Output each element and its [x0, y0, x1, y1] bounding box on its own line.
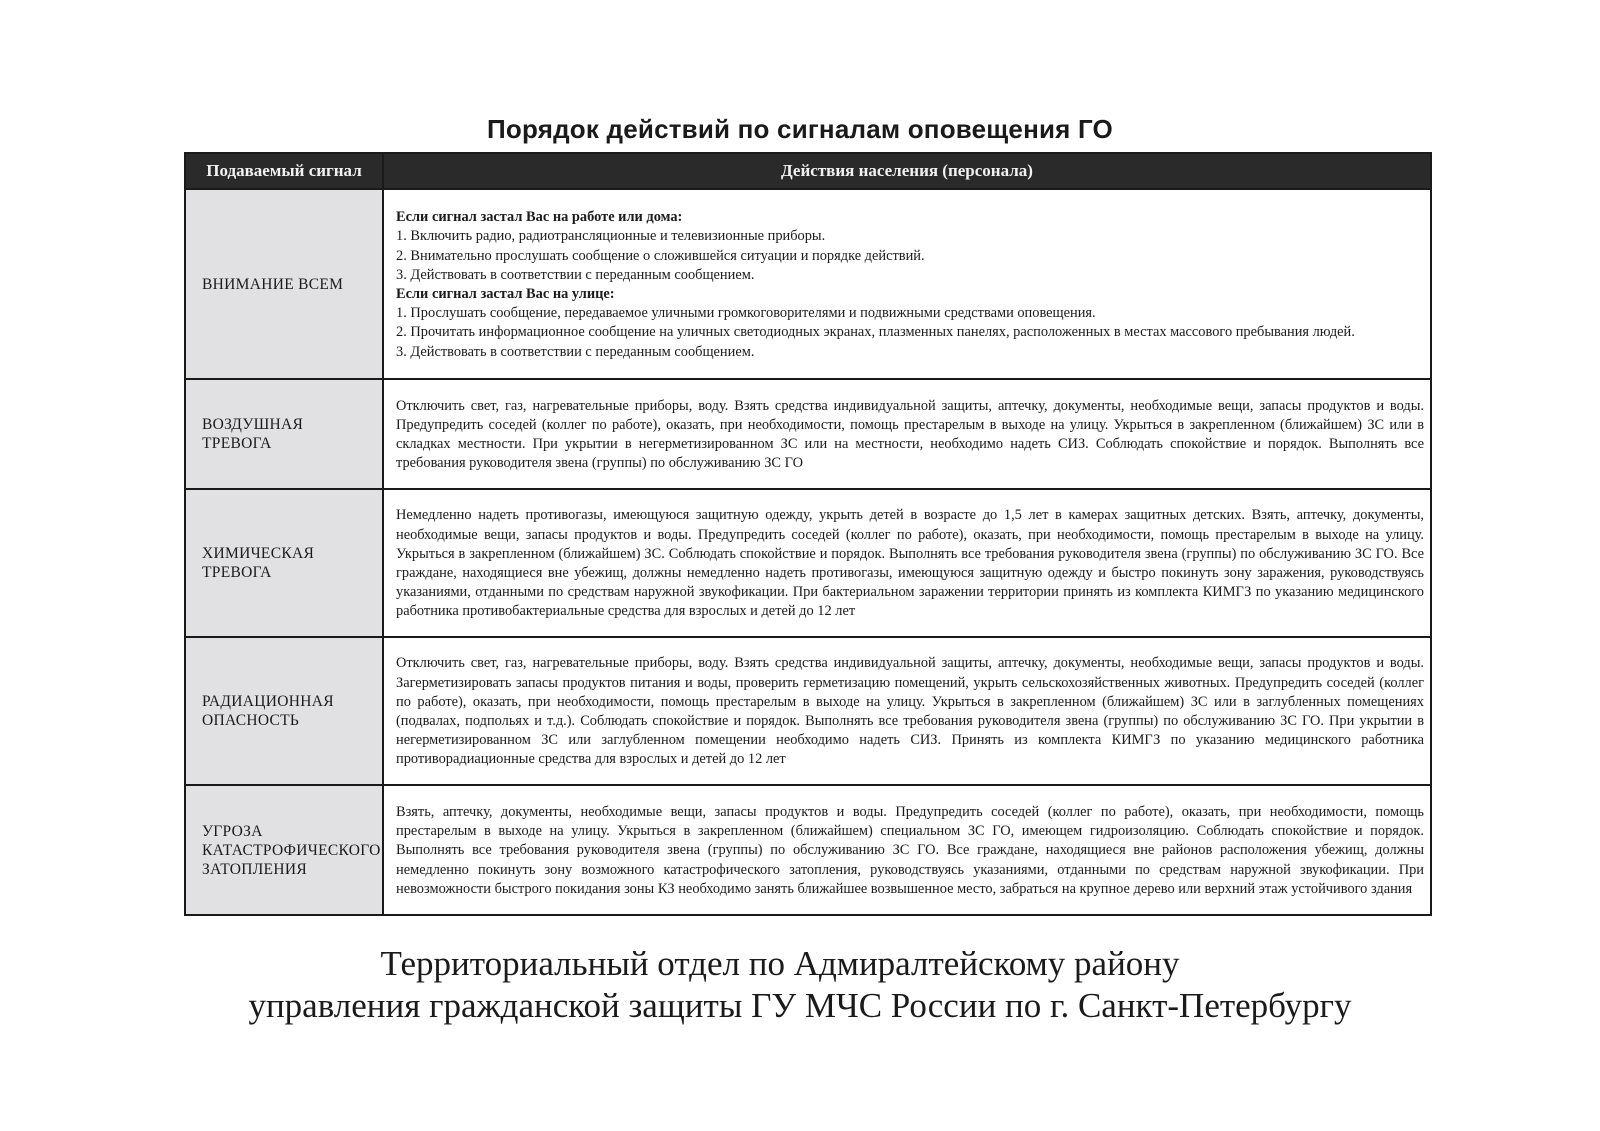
table-row: [185, 637, 1431, 785]
table-header-row: [185, 153, 1431, 189]
action-line: 1. Включить радио, радиотрансляционные и телевизионные приборы.: [396, 228, 826, 245]
table-row: [185, 379, 1431, 489]
actions-cell: [383, 489, 1431, 637]
signal-cell: ВОЗДУШНАЯ ТРЕВОГА: [185, 379, 383, 489]
action-text: Отключить свет, газ, нагревательные приборы, воду. Взять средства индивидуальной защиты, аптечку, документы, необходимые вещи, запасы продуктов и воды. Предупредить соседей (коллег по работе), оказать, при необходимости, помощь престарелым в выходе на улицу. Укрыться в закрепленном (ближайшем) ЗС или в складках местности. При укрытии в негерметизированном ЗС или на местности, необходимо надеть СИЗ. Соблюдать спокойствие и порядок. Выполнять все требования руководителя звена (группы) по обслуживанию ЗС ГО: [396, 397, 1424, 472]
table-row: [185, 489, 1431, 637]
actions-cell: [383, 379, 1431, 489]
action-text: Отключить свет, газ, нагревательные приборы, воду. Взять средства индивидуальной защиты, аптечку, документы, необходимые вещи, запасы продуктов и воды. Загерметизировать запасы продуктов питания и воды, проверить герметизацию помещений, укрыть сельскохозяйственных животных. Предупредить соседей (коллег по работе), оказать, при необходимости, помощь престарелым в выходе на улицу. Укрыться в закрепленном (ближайшем) ЗС или в заглубленных помещениях (подвалах, подпольях и т.д.). Соблюдать спокойствие и порядок. Выполнять все требования руководителя звена (группы) по обслуживанию ЗС ГО. При укрытии в негерметизированном ЗС или заглубленном помещении необходимо надеть СИЗ. Принять из комплекта КИМГЗ по указанию медицинского работника противорадиационные средства для взрослых и детей до 12 лет: [396, 655, 1424, 768]
footer-department-line: Территориальный отдел по Адмиралтейскому району: [380, 944, 1180, 983]
signal-cell: УГРОЗА КАТАСТРОФИЧЕСКОГО ЗАТОПЛЕНИЯ: [185, 785, 383, 915]
header-signal: Подаваемый сигнал: [185, 153, 383, 189]
signal-cell: РАДИАЦИОННАЯ ОПАСНОСТЬ: [185, 637, 383, 785]
signals-table: [184, 152, 1432, 916]
action-text: Взять, аптечку, документы, необходимые вещи, запасы продуктов и воды. Предупредить соседей (коллег по работе), оказать, при необходимости, помощь престарелым в выходе на улицу. Укрыться в закрепленном (ближайшем) специальном ЗС ГО, имеющем гидроизоляцию. Соблюдать спокойствие и порядок. Выполнять все требования руководителя звена (группы) по обслуживанию ЗС ГО. Все граждане, находящиеся вне районов расположения убежищ, должны немедленно покинуть зону возможного катастрофического затопления, руководствуясь указаниями, отданными по средствам наружной звукофикации. При невозможности быстрого покидания зоны КЗ необходимо занять ближайшее возвышенное место, забраться на крупное дерево или верхний этаж устойчивого здания: [396, 803, 1424, 897]
action-text: Немедленно надеть противогазы, имеющуюся защитную одежду, укрыть детей в возрасте до 1,5 лет в камерах защитных детских. Взять, аптечку, документы, необходимые вещи, запасы продуктов и воды. Предупредить соседей (коллег по работе), оказать, при необходимости, помощь престарелым в выходе на улицу. Укрыться в закрепленном (ближайшем) ЗС. Соблюдать спокойствие и порядок. Выполнять все требования руководителя звена (группы) по обслуживанию ЗС ГО. Все граждане, находящиеся вне убежищ, должны немедленно надеть противогазы, имеющуюся защитную одежду и быстро покинуть зону заражения, руководствуясь указаниями, отданными по средствам наружной звукофикации. При бактериальном заражении территории принять из комплекта КИМГЗ по указанию медицинского работника противобактериальные средства для взрослых и детей до 12 лет: [396, 507, 1424, 620]
action-line: 2. Прочитать информационное сообщение на уличных светодиодных экранах, плазменных панелях, расположенных в местах массового пребывания людей.: [396, 324, 1355, 341]
table-row: [185, 189, 1431, 379]
actions-cell: [383, 637, 1431, 785]
action-line: 3. Действовать в соответствии с переданным сообщением.: [396, 266, 755, 283]
action-line: 2. Внимательно прослушать сообщение о сложившейся ситуации и порядке действий.: [396, 247, 925, 264]
footer-authority-line: управления гражданской защиты ГУ МЧС России по г. Санкт-Петербургу: [248, 986, 1352, 1025]
signal-cell: ХИМИЧЕСКАЯ ТРЕВОГА: [185, 489, 383, 637]
action-line: 3. Действовать в соответствии с переданным сообщением.: [396, 343, 755, 360]
action-subheading: Если сигнал застал Вас на улице:: [396, 286, 615, 302]
actions-cell: [383, 189, 1431, 379]
signal-cell: ВНИМАНИЕ ВСЕМ: [185, 189, 383, 379]
table-row: [185, 785, 1431, 915]
action-subheading: Если сигнал застал Вас на работе или дома:: [396, 209, 683, 226]
page-title: Порядок действий по сигналам оповещения ГО: [487, 114, 1113, 144]
header-actions: Действия населения (персонала): [383, 153, 1431, 189]
actions-cell: [383, 785, 1431, 915]
action-line: 1. Прослушать сообщение, передаваемое уличными громкоговорителями и подвижными средствами оповещения.: [396, 305, 1096, 322]
